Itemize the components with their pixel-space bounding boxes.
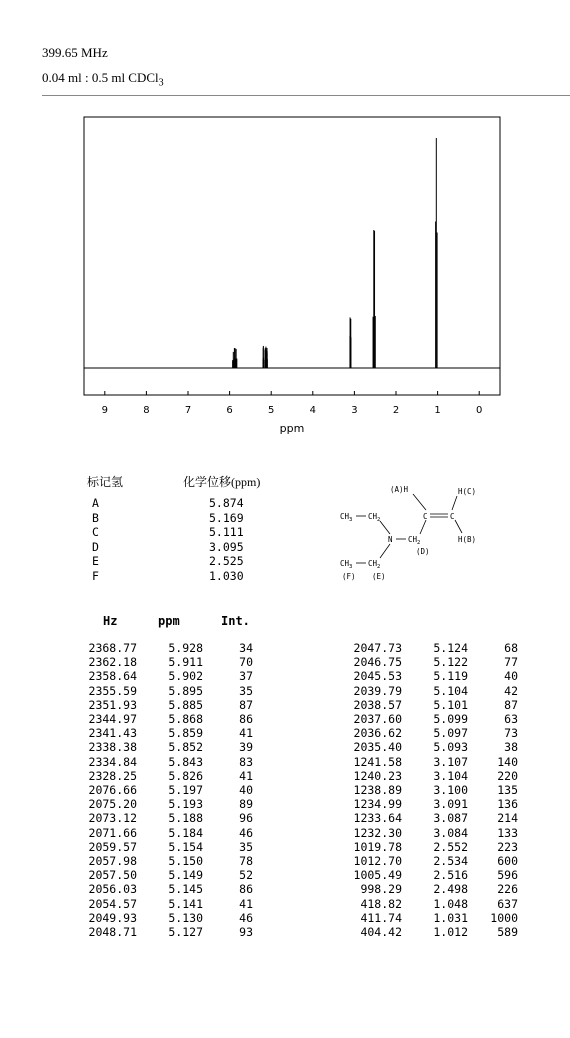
x-tick-label: 7 (184, 405, 192, 416)
table-row (81, 811, 253, 825)
assignment-label: B (92, 510, 99, 525)
cell-ppm: 5.150 (168, 854, 203, 869)
cell-ppm: 2.534 (433, 854, 468, 869)
cell-ppm: 5.885 (168, 697, 203, 712)
cell-hz: 2073.12 (88, 811, 137, 826)
cell-hz: 2049.93 (88, 910, 137, 925)
assignment-header-label: 标记氢 (87, 475, 124, 489)
cell-ppm: 3.091 (433, 797, 468, 812)
cell-int: 40 (239, 783, 253, 798)
cell-ppm: 3.084 (433, 825, 468, 840)
cell-ppm: 3.104 (433, 768, 468, 783)
cell-int: 42 (504, 683, 518, 698)
table-row (346, 840, 518, 854)
cell-int: 136 (497, 797, 518, 812)
cell-ppm: 5.124 (433, 641, 468, 655)
cell-int: 46 (239, 910, 253, 925)
cell-ppm: 1.012 (433, 925, 468, 940)
assignment-shift: 5.111 (209, 525, 244, 539)
cell-int: 140 (497, 754, 518, 769)
cell-hz: 2039.79 (353, 683, 402, 698)
cell-int: 37 (239, 669, 253, 684)
cell-int: 77 (504, 655, 518, 670)
header-int: Int. (221, 614, 250, 628)
cell-int: 87 (504, 697, 518, 712)
assignment-label: E (92, 554, 99, 568)
nmr-spectrum-chart (0, 110, 570, 440)
table-row (346, 755, 518, 769)
cell-hz: 2338.38 (88, 740, 137, 755)
label-ch3-bot: $CH_3$ (340, 559, 353, 570)
cell-hz: 404.42 (360, 925, 402, 940)
cell-int: 1000 (490, 910, 518, 925)
spectrum-peaks (233, 138, 438, 368)
assignment-shift: 2.525 (209, 554, 244, 568)
cell-hz: 2054.57 (88, 896, 137, 911)
cell-hz: 2328.25 (88, 768, 137, 783)
cell-int: 87 (239, 697, 253, 712)
cell-int: 223 (497, 839, 518, 854)
assignment-label: D (92, 539, 99, 554)
x-tick-label: 8 (143, 405, 150, 416)
cell-ppm: 5.127 (168, 925, 203, 940)
cell-int: 68 (504, 641, 518, 655)
table-row (346, 698, 518, 712)
cell-ppm: 5.119 (433, 669, 468, 684)
cell-ppm: 5.097 (433, 726, 468, 741)
table-row (346, 882, 518, 896)
cell-ppm: 5.154 (168, 839, 203, 854)
cell-int: 70 (239, 655, 253, 670)
assignment-row (92, 525, 269, 540)
label-h-b: H(B) (458, 535, 477, 544)
x-tick-label: 0 (476, 405, 483, 416)
cell-hz: 2362.18 (88, 655, 137, 670)
cell-int: 93 (239, 925, 253, 940)
cell-ppm: 5.928 (168, 641, 203, 655)
label-ch3-top: $CH_3$ (340, 512, 353, 523)
cell-int: 600 (497, 854, 518, 869)
cell-hz: 418.82 (360, 896, 402, 911)
cell-ppm: 5.188 (168, 811, 203, 826)
cell-ppm: 5.099 (433, 712, 468, 727)
cell-ppm: 5.895 (168, 683, 203, 698)
assignment-header-shift: 化学位移(ppm) (183, 475, 261, 489)
cell-hz: 1232.30 (353, 825, 402, 840)
cell-int: 89 (239, 797, 253, 812)
cell-int: 135 (497, 783, 518, 798)
cell-ppm: 5.145 (168, 882, 203, 897)
table-row (81, 641, 253, 655)
cell-hz: 2368.77 (88, 641, 137, 655)
cell-ppm: 5.093 (433, 740, 468, 755)
assignment-shift: 1.030 (209, 568, 244, 583)
cell-ppm: 3.107 (433, 754, 468, 769)
cell-hz: 1005.49 (353, 868, 402, 883)
cell-hz: 1238.89 (353, 783, 402, 798)
cell-hz: 2037.60 (353, 712, 402, 727)
assignment-shift: 3.095 (209, 539, 244, 554)
molecule-structure (330, 480, 510, 585)
assignment-list (92, 496, 269, 583)
table-row (81, 740, 253, 754)
table-row (81, 669, 253, 683)
cell-int: 78 (239, 854, 253, 869)
label-ch2-top: $CH_2$ (368, 512, 381, 523)
cell-hz: 2047.73 (353, 641, 402, 655)
cell-ppm: 5.184 (168, 825, 203, 840)
x-tick-label: 3 (351, 405, 358, 416)
cell-int: 220 (497, 768, 518, 783)
assignment-row (92, 569, 269, 584)
cell-hz: 2057.98 (88, 854, 137, 869)
table-row (346, 925, 518, 939)
assignment-row (92, 554, 269, 569)
cell-hz: 2358.64 (88, 669, 137, 684)
table-row (346, 669, 518, 683)
cell-hz: 1240.23 (353, 768, 402, 783)
table-row (346, 868, 518, 882)
table-row (81, 925, 253, 939)
table-row (346, 641, 518, 655)
cell-int: 35 (239, 839, 253, 854)
cell-hz: 2075.20 (88, 797, 137, 812)
table-row (346, 769, 518, 783)
table-row (81, 868, 253, 882)
assignment-label: C (92, 525, 99, 539)
cell-ppm: 5.193 (168, 797, 203, 812)
bond-n-ch2-bot (380, 544, 390, 558)
assignment-row (92, 540, 269, 555)
cell-hz: 2048.71 (88, 925, 137, 940)
cell-ppm: 5.149 (168, 868, 203, 883)
table-row (346, 655, 518, 669)
label-e: (E) (372, 572, 386, 581)
x-tick-label: 1 (434, 405, 441, 416)
cell-int: 40 (504, 669, 518, 684)
cell-int: 52 (239, 868, 253, 883)
table-row (81, 783, 253, 797)
cell-int: 41 (239, 896, 253, 911)
assignment-label: F (92, 568, 99, 583)
sample-concentration (42, 70, 164, 89)
label-a-h: (A)H (390, 485, 409, 494)
table-row (81, 684, 253, 698)
cell-hz: 2038.57 (353, 697, 402, 712)
cell-hz: 1019.78 (353, 839, 402, 854)
cell-int: 86 (239, 712, 253, 727)
cell-int: 34 (239, 641, 253, 655)
peak-table-left (81, 641, 253, 939)
cell-int: 226 (497, 882, 518, 897)
cell-ppm: 5.130 (168, 910, 203, 925)
table-row (81, 726, 253, 740)
table-row (346, 826, 518, 840)
cell-hz: 2334.84 (88, 754, 137, 769)
cell-hz: 2341.43 (88, 726, 137, 741)
cell-hz: 1012.70 (353, 854, 402, 869)
cell-hz: 2059.57 (88, 839, 137, 854)
cell-hz: 2036.62 (353, 726, 402, 741)
table-row (346, 726, 518, 740)
label-ch2-mid: $CH_2$ (408, 535, 421, 546)
cell-ppm: 3.087 (433, 811, 468, 826)
cell-int: 41 (239, 726, 253, 741)
cell-hz: 2035.40 (353, 740, 402, 755)
cell-ppm: 5.826 (168, 768, 203, 783)
cell-hz: 1241.58 (353, 754, 402, 769)
table-row (81, 655, 253, 669)
x-tick-label: 9 (101, 405, 108, 416)
cell-ppm: 5.122 (433, 655, 468, 670)
cell-int: 637 (497, 896, 518, 911)
table-row (346, 740, 518, 754)
assignment-label: A (92, 496, 99, 510)
assignment-shift: 5.169 (209, 510, 244, 525)
cell-hz: 998.29 (360, 882, 402, 897)
table-row (346, 811, 518, 825)
table-row (81, 882, 253, 896)
cell-int: 83 (239, 754, 253, 769)
table-row (81, 698, 253, 712)
peak-table-right (346, 641, 518, 939)
cell-hz: 2355.59 (88, 683, 137, 698)
cell-ppm: 5.911 (168, 655, 203, 670)
spectrometer-frequency: 399.65 MHz (42, 45, 108, 60)
cell-int: 86 (239, 882, 253, 897)
cell-ppm: 2.498 (433, 882, 468, 897)
label-f: (F) (342, 572, 356, 581)
bond-ch2-c (420, 520, 426, 534)
x-tick-label: 2 (392, 405, 400, 416)
cell-int: 214 (497, 811, 518, 826)
cell-int: 63 (504, 712, 518, 727)
cell-hz: 2351.93 (88, 697, 137, 712)
cell-hz: 2071.66 (88, 825, 137, 840)
cell-hz: 411.74 (360, 910, 402, 925)
table-row (346, 684, 518, 698)
sample-concentration-subscript: 3 (158, 77, 164, 89)
cell-hz: 1233.64 (353, 811, 402, 826)
table-row (81, 911, 253, 925)
label-h-c: H(C) (458, 487, 477, 496)
bond-c-hb (455, 520, 462, 533)
cell-ppm: 2.516 (433, 868, 468, 883)
cell-ppm: 5.197 (168, 783, 203, 798)
table-row (81, 769, 253, 783)
cell-int: 35 (239, 683, 253, 698)
cell-ppm: 5.141 (168, 896, 203, 911)
label-c-center: C (423, 512, 428, 521)
label-c-right: C (450, 512, 455, 521)
table-row (346, 712, 518, 726)
table-row (81, 755, 253, 769)
cell-hz: 2056.03 (88, 882, 137, 897)
cell-ppm: 5.902 (168, 669, 203, 684)
cell-ppm: 5.852 (168, 740, 203, 755)
cell-int: 39 (239, 740, 253, 755)
x-tick-label: 6 (226, 405, 233, 416)
table-row (346, 797, 518, 811)
cell-hz: 2045.53 (353, 669, 402, 684)
cell-int: 73 (504, 726, 518, 741)
assignment-shift: 5.874 (209, 496, 244, 510)
x-axis-label: ppm (279, 422, 305, 435)
assignment-row (92, 511, 269, 526)
bond-ah-c (413, 494, 426, 510)
cell-int: 38 (504, 740, 518, 755)
cell-int: 133 (497, 825, 518, 840)
cell-ppm: 3.100 (433, 783, 468, 798)
header-divider (42, 95, 570, 96)
assignment-row (92, 496, 269, 511)
cell-hz: 2344.97 (88, 712, 137, 727)
table-row (346, 783, 518, 797)
cell-int: 589 (497, 925, 518, 940)
cell-int: 41 (239, 768, 253, 783)
cell-hz: 1234.99 (353, 797, 402, 812)
table-row (81, 854, 253, 868)
x-tick-label: 5 (268, 405, 275, 416)
bond-ch2-n (380, 521, 390, 534)
table-row (81, 840, 253, 854)
cell-int: 96 (239, 811, 253, 826)
x-tick-label: 4 (309, 405, 316, 416)
table-row (346, 854, 518, 868)
table-row (81, 712, 253, 726)
bond-hc-c (452, 496, 457, 510)
table-row (346, 897, 518, 911)
sample-concentration-text: 0.04 ml : 0.5 ml CDCl (42, 70, 159, 85)
cell-ppm: 1.031 (433, 910, 468, 925)
label-d: (D) (416, 547, 430, 556)
cell-hz: 2057.50 (88, 868, 137, 883)
cell-ppm: 1.048 (433, 896, 468, 911)
cell-ppm: 5.843 (168, 754, 203, 769)
cell-hz: 2046.75 (353, 655, 402, 670)
table-row (81, 797, 253, 811)
label-n: N (388, 535, 393, 544)
cell-ppm: 5.868 (168, 712, 203, 727)
cell-hz: 2076.66 (88, 783, 137, 798)
table-row (81, 897, 253, 911)
table-row (81, 826, 253, 840)
header-ppm: ppm (158, 614, 180, 628)
cell-ppm: 5.104 (433, 683, 468, 698)
label-ch2-bot: $CH_2$ (368, 559, 381, 570)
cell-int: 596 (497, 868, 518, 883)
cell-ppm: 5.859 (168, 726, 203, 741)
table-row (346, 911, 518, 925)
cell-int: 46 (239, 825, 253, 840)
cell-ppm: 2.552 (433, 839, 468, 854)
header-hz: Hz (103, 614, 118, 628)
cell-ppm: 5.101 (433, 697, 468, 712)
